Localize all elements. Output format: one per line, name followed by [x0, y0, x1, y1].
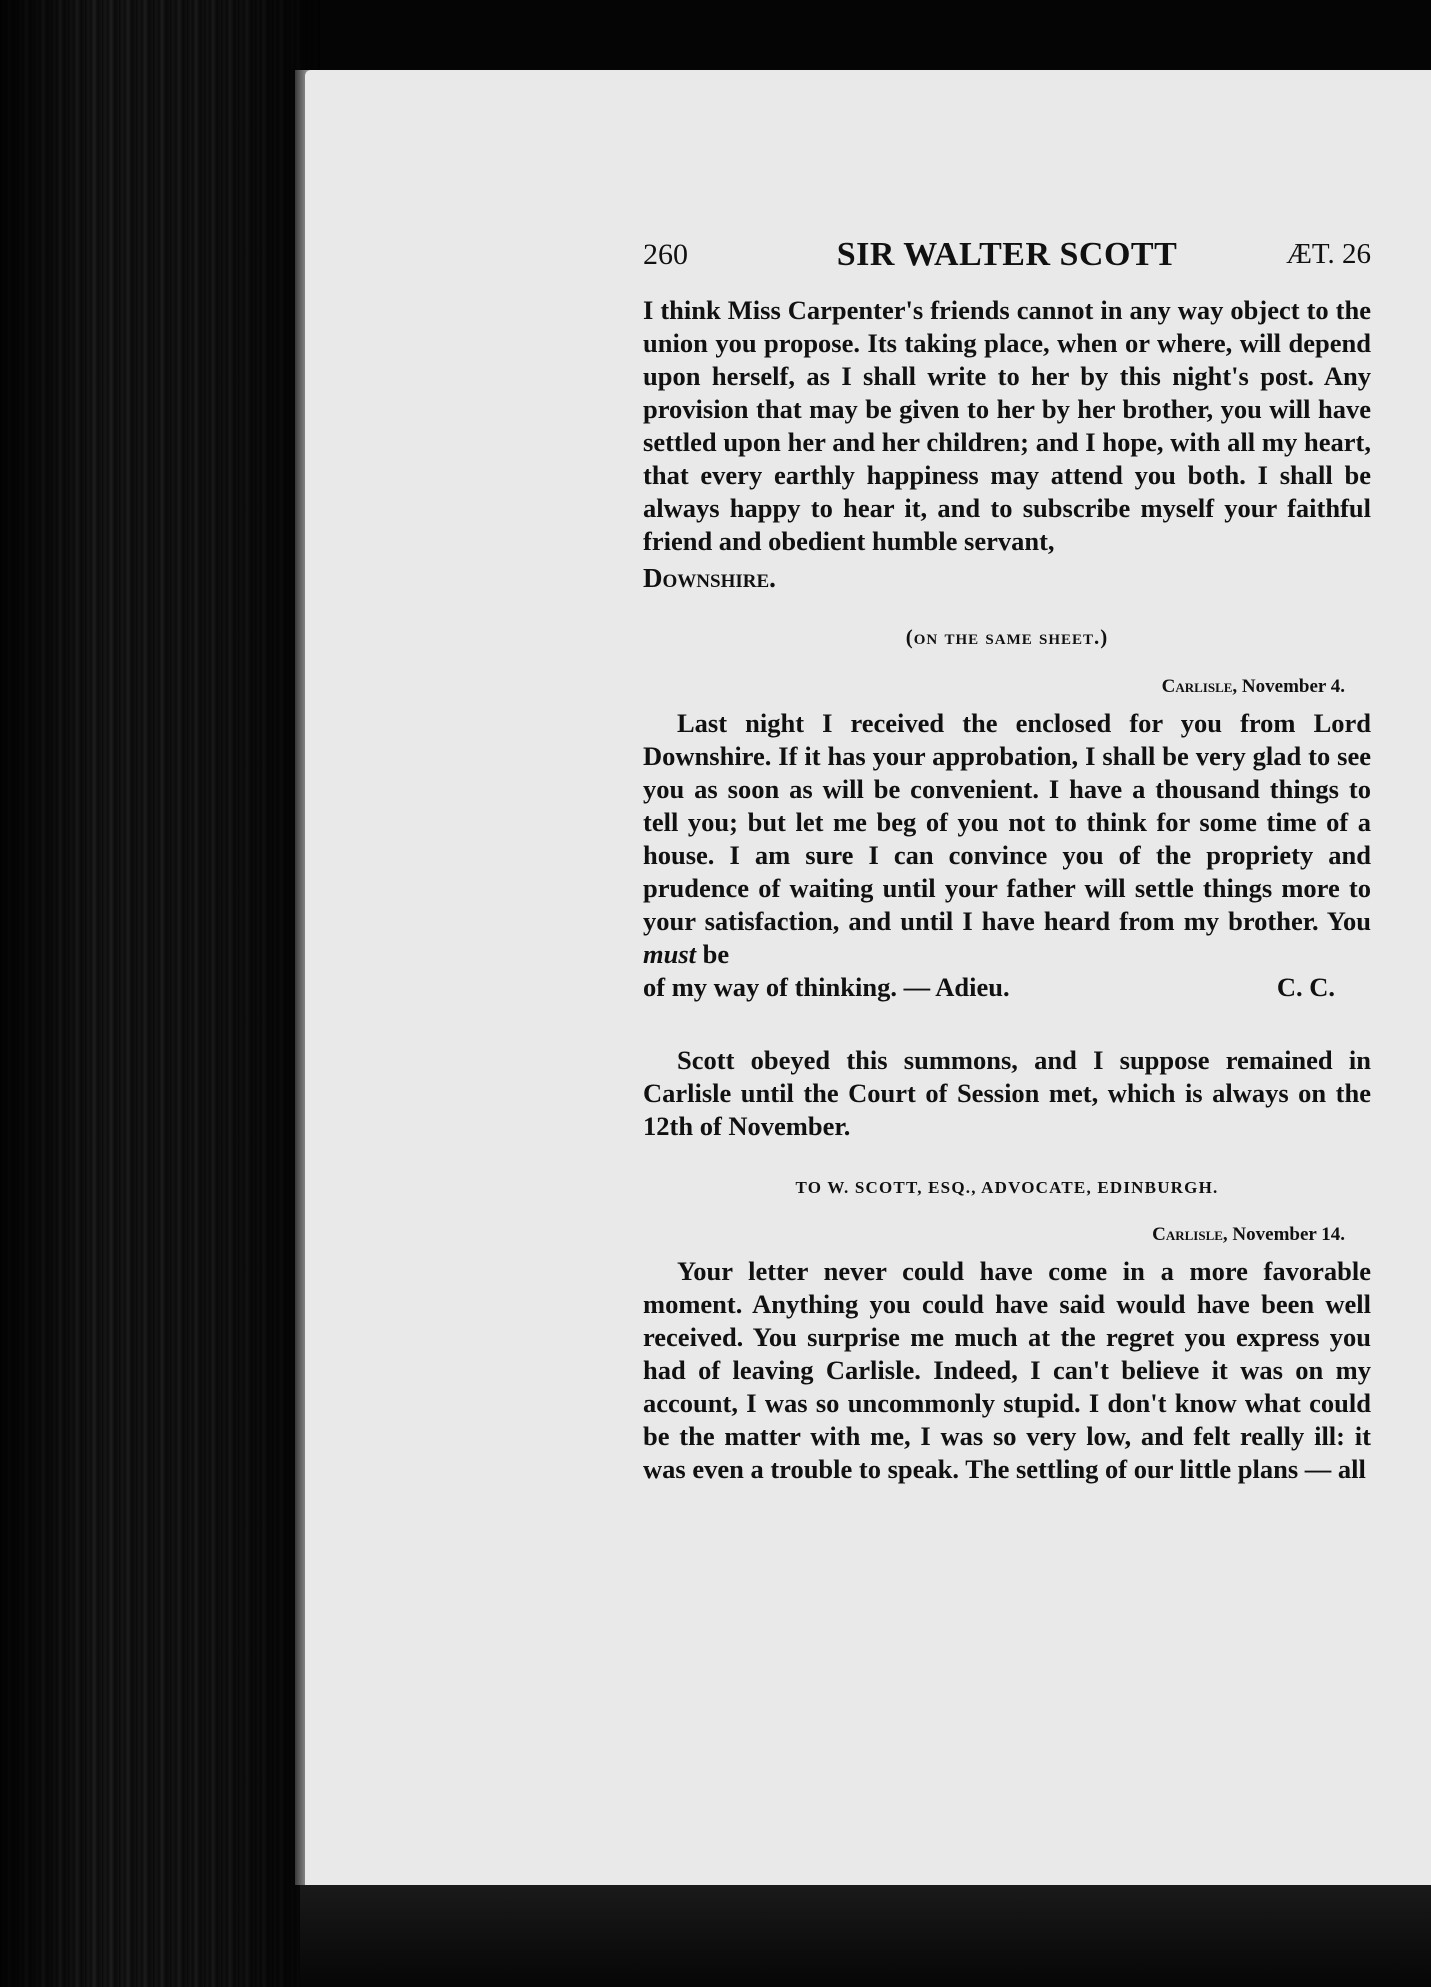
letter-address-heading: TO W. SCOTT, ESQ., ADVOCATE, EDINBURGH.: [795, 1178, 1219, 1197]
letter-downshire-body: I think Miss Carpenter's friends cannot in any way object to the union you propose. Its taking place, when or where, will depend upon herself, as I shall write to her by this night's post. Any provision that may be given to her by her brother, you will have settled upon her and her children; and I hope, with all my heart, that every earthly happiness may attend you both. I shall be always happy to hear it, and to subscribe myself your faithful friend and obedient humble servant,: [643, 295, 1371, 556]
letter-downshire-signature: Downshire.: [643, 563, 776, 593]
letter-nov14-dateline: [643, 1218, 1345, 1251]
letter-cc-body-end: be: [696, 939, 730, 969]
dateline-date: November 14.: [1227, 1224, 1345, 1245]
letter-cc-dateline: [643, 670, 1345, 703]
letter-cc-closing-row: [643, 971, 1371, 1004]
letter-cc-emphasis: must: [643, 939, 697, 969]
page-text: [643, 294, 1371, 1486]
letter-nov14-body: Your letter never could have come in a more favorable moment. Anything you could have said would have been well received. You surprise me much at the regret you express you had of leaving Carlisle. Indeed, I can't believe it was on my account, I was so uncommonly stupid. I don't know what could be the matter with me, I was so very low, and felt really ill: it was even a trouble to speak. The settling of our little plans — all: [643, 1256, 1371, 1484]
running-title: SIR WALTER SCOTT: [836, 236, 1178, 273]
same-sheet-heading: (on the same sheet.): [905, 625, 1109, 649]
age-marker: ÆT. 26: [1286, 238, 1371, 270]
narrative-paragraph: Scott obeyed this summons, and I suppose remained in Carlisle until the Court of Session met, which is always on the 12th of November.: [643, 1045, 1371, 1141]
scan-border: [300, 1885, 1431, 1987]
letter-cc-closing: of my way of thinking. — Adieu.: [643, 972, 1010, 1002]
letter-cc-initials: C. C.: [1276, 972, 1335, 1002]
binding-shadow: [0, 0, 320, 1987]
dateline-place: Carlisle,: [1161, 676, 1238, 697]
dateline-date: November 4.: [1237, 676, 1345, 697]
page-number: 260: [643, 238, 688, 271]
paragraph-gap: [643, 1004, 1371, 1044]
dateline-place: Carlisle,: [1152, 1224, 1228, 1245]
running-head: [643, 238, 1371, 282]
letter-cc-body: [643, 707, 1371, 971]
letter-cc-body-text: Last night I received the enclosed for you from Lord Downshire. If it has your approbation, I shall be very glad to see you as soon as will be convenient. I have a thousand things to tell you; but let me beg of you not to think for some time of a house. I am sure I can convince you of the propriety and prudence of waiting until your father will settle things more to your satisfaction, and until I have heard from my brother. You: [643, 708, 1371, 936]
